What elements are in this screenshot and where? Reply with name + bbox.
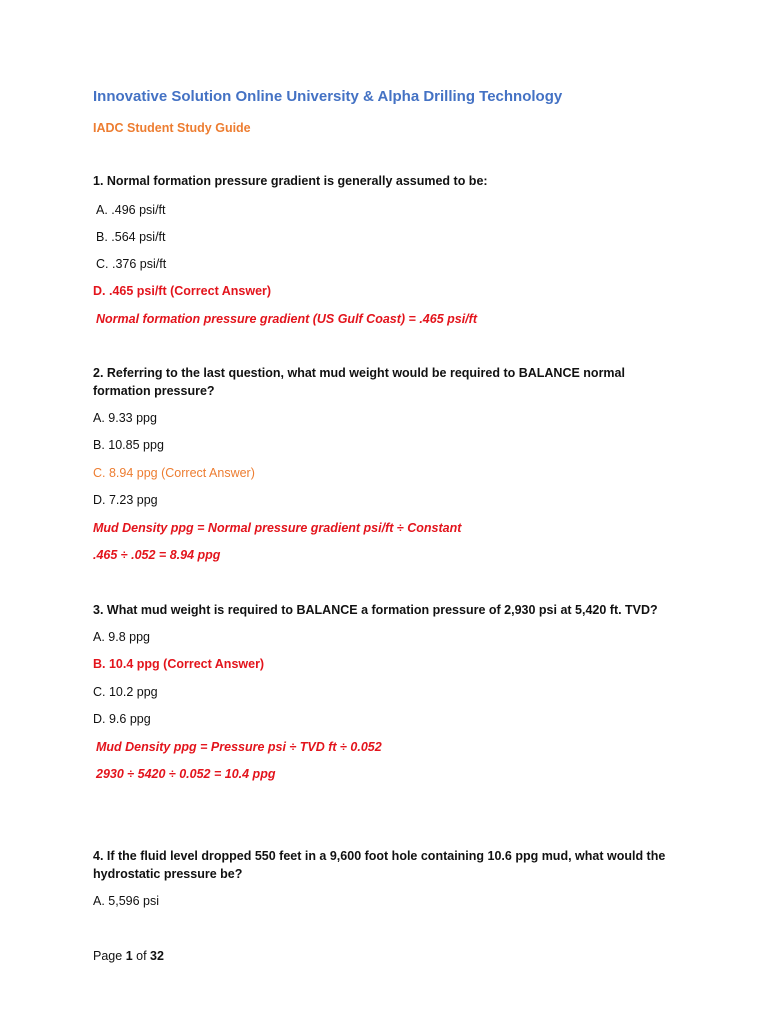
question-3: 3. What mud weight is required to BALANCE a formation pressure of 2,930 psi at 5,420 ft. TVD? — [93, 603, 658, 617]
q2-option-b: B. 10.85 ppg — [93, 438, 164, 452]
q1-explanation: Normal formation pressure gradient (US Gulf Coast) = .465 psi/ft — [96, 312, 477, 326]
document-title: Innovative Solution Online University & Alpha Drilling Technology — [93, 88, 563, 105]
q3-calculation: 2930 ÷ 5420 ÷ 0.052 = 10.4 ppg — [96, 767, 276, 781]
q2-calculation: .465 ÷ .052 = 8.94 ppg — [93, 548, 221, 562]
q2-formula: Mud Density ppg = Normal pressure gradient psi/ft ÷ Constant — [93, 521, 462, 535]
q1-option-c: C. .376 psi/ft — [96, 257, 167, 271]
q2-option-a: A. 9.33 ppg — [93, 411, 157, 425]
q3-option-c: C. 10.2 ppg — [93, 685, 158, 699]
total-pages: 32 — [150, 949, 164, 963]
page-number — [93, 948, 164, 964]
current-page: 1 — [125, 949, 133, 963]
document-subtitle: IADC Student Study Guide — [93, 121, 251, 135]
q3-option-a: A. 9.8 ppg — [93, 630, 150, 644]
q1-option-a: A. .496 psi/ft — [96, 203, 166, 217]
q1-option-b: B. .564 psi/ft — [96, 230, 166, 244]
question-2-line1: 2. Referring to the last question, what mud weight would be required to BALANCE normal — [93, 366, 625, 380]
q2-option-d: D. 7.23 ppg — [93, 493, 158, 507]
question-4-line2: hydrostatic pressure be? — [93, 867, 243, 881]
q2-option-c-correct: C. 8.94 ppg (Correct Answer) — [93, 466, 255, 480]
page-of: of — [136, 949, 147, 963]
q4-option-a: A. 5,596 psi — [93, 894, 160, 908]
q3-option-b-correct: B. 10.4 ppg (Correct Answer) — [93, 657, 265, 671]
question-1: 1. Normal formation pressure gradient is generally assumed to be: — [93, 174, 488, 188]
page-label: Page — [93, 949, 123, 963]
q1-option-d-correct: D. .465 psi/ft (Correct Answer) — [93, 284, 272, 298]
question-4-line1: 4. If the fluid level dropped 550 feet in a 9,600 foot hole containing 10.6 ppg mud, what would the — [93, 849, 666, 863]
q3-formula: Mud Density ppg = Pressure psi ÷ TVD ft ÷ 0.052 — [96, 740, 382, 754]
question-2-line2: formation pressure? — [93, 384, 215, 398]
q3-option-d: D. 9.6 ppg — [93, 712, 151, 726]
